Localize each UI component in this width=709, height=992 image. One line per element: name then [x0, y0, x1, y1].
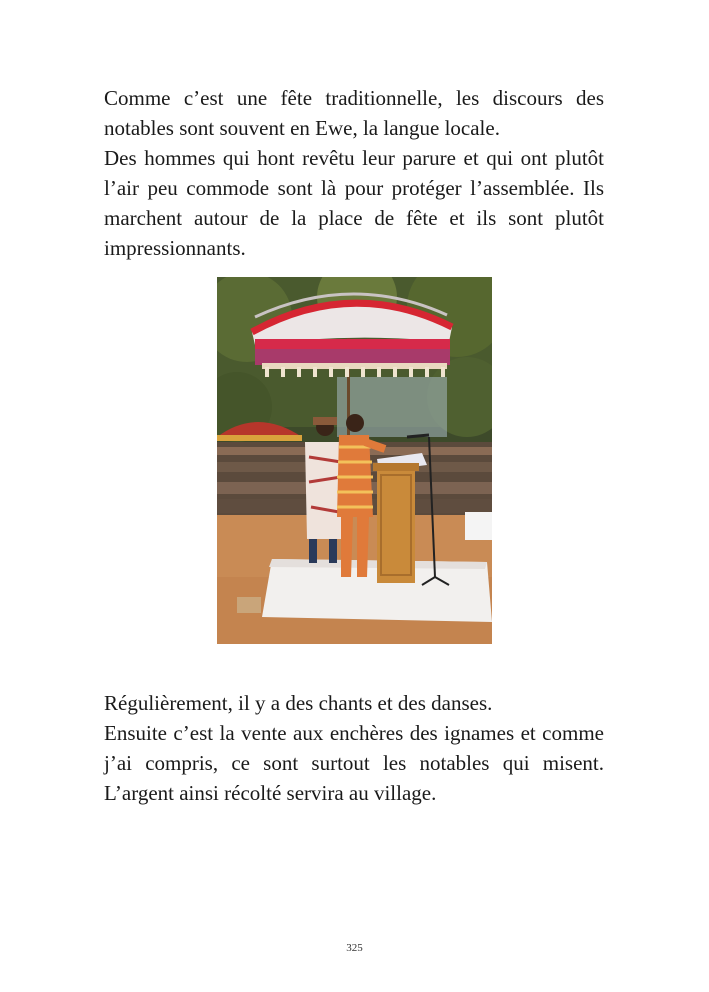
page-number: 325 — [346, 942, 363, 954]
paragraph-vente-encheres: Ensuite c’est la vente aux enchères des ignames et comme j’ai compris, ce sont surtout les notables qui misent. L’argent ainsi récolté servira au village. — [104, 721, 604, 805]
ceremony-photo — [217, 277, 492, 644]
paragraph-chants-danses: Régulièrement, il y a des chants et des danses. — [104, 691, 493, 715]
paragraph-gardes: Des hommes qui hont revêtu leur parure et qui ont plutôt l’air peu commode sont là pour protéger l’assemblée. Ils marchent autour de la place de fête et ils sont plutôt impressionnants. — [104, 146, 604, 260]
top-text-block — [104, 83, 604, 263]
bottom-text-block — [104, 688, 604, 808]
paragraph-fete-traditionnelle: Comme c’est une fête traditionnelle, les discours des notables sont souvent en Ewe, la langue locale. — [104, 86, 604, 140]
